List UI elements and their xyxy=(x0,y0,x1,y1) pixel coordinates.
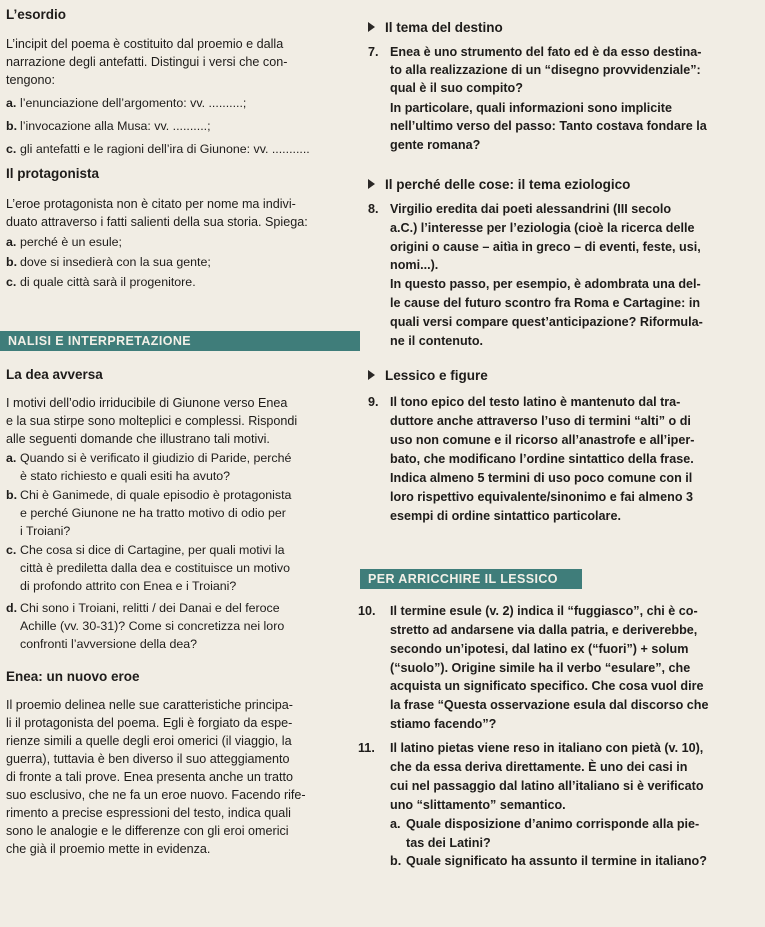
q8-number: 8. xyxy=(368,202,379,216)
dea-item-b-3: i Troiani? xyxy=(20,524,71,538)
q11-item-a-2: tas dei Latini? xyxy=(406,836,491,850)
triangle-bullet-icon xyxy=(368,22,375,32)
q10-line-3: secondo un’ipotesi, dal latino ex (“fuori”) + solum xyxy=(390,642,689,656)
q10-line-5: acquista un significato specifico. Che cosa vuol dire xyxy=(390,679,704,693)
q9-line-5: Indica almeno 5 termini di uso poco comune con il xyxy=(390,471,693,485)
dea-item-d-1 xyxy=(6,600,280,618)
item-text: dove si insedierà con la sua gente; xyxy=(20,255,211,269)
item-letter: a. xyxy=(6,235,17,249)
enea-line-4: guerra), tuttavia è ben diverso il suo atteggiamento xyxy=(6,752,290,766)
q7-line-1: Enea è uno strumento del fato ed è da esso destina- xyxy=(390,45,702,59)
dea-item-c-1 xyxy=(6,542,284,560)
dea-intro-2: e la sua stirpe sono molteplici e complessi. Rispondi xyxy=(6,414,298,428)
item-letter: d. xyxy=(6,601,18,615)
item-text: gli antefatti e le ragioni dell’ira di Giunone: vv. ........... xyxy=(20,142,310,156)
q9-line-2: duttore anche attraverso l’uso di termini “alti” o di xyxy=(390,414,691,428)
q9-line-1: Il tono epico del testo latino è mantenuto dal tra- xyxy=(390,395,681,409)
q8-line-8: ne il contenuto. xyxy=(390,334,484,348)
item-letter: b. xyxy=(6,488,18,502)
heading-dea: La dea avversa xyxy=(6,367,103,382)
dea-item-b-2: e perché Giunone ne ha tratto motivo di odio per xyxy=(20,506,286,520)
q7-number: 7. xyxy=(368,45,379,59)
protagonista-item-c xyxy=(6,274,196,292)
q10-line-1: Il termine esule (v. 2) indica il “fuggiasco”, chi è co- xyxy=(390,604,698,618)
q11-item-b-1 xyxy=(390,853,707,871)
esordio-item-b xyxy=(6,118,211,136)
q11-line-1: Il latino pietas viene reso in italiano con pietà (v. 10), xyxy=(390,741,704,755)
enea-line-1: Il proemio delinea nelle sue caratteristiche principa- xyxy=(6,698,294,712)
protagonista-intro-2: duato attraverso i fatti salienti della sua storia. Spiega: xyxy=(6,215,308,229)
dea-item-a-1 xyxy=(6,450,291,468)
q10-line-4: (“suolo”). Origine simile ha il verbo “esulare”, che xyxy=(390,661,691,675)
item-letter: b. xyxy=(6,119,18,133)
q9-line-4: bato, che modificano l’ordine sintattico della frase. xyxy=(390,452,694,466)
item-text: Che cosa si dice di Cartagine, per quali motivi la xyxy=(20,543,285,557)
q7-line-5: nell’ultimo verso del passo: Tanto costava fondare la xyxy=(390,119,707,133)
q7-line-6: gente romana? xyxy=(390,138,481,152)
q8-line-2: a.C.) l’interesse per l’eziologia (cioè la ricerca delle xyxy=(390,221,695,235)
dea-item-b-1 xyxy=(6,487,291,505)
q11-item-a-1 xyxy=(390,816,699,834)
item-letter: b. xyxy=(6,255,18,269)
esordio-intro-3: tengono: xyxy=(6,73,56,87)
q7-line-3: qual è il suo compito? xyxy=(390,81,523,95)
item-letter: a. xyxy=(390,817,401,831)
item-text: Quando si è verificato il giudizio di Paride, perché xyxy=(20,451,292,465)
heading-enea: Enea: un nuovo eroe xyxy=(6,669,140,684)
enea-line-6: suo esclusivo, che ne fa un eroe nuovo. Facendo rife- xyxy=(6,788,306,802)
item-text: Chi è Ganimede, di quale episodio è protagonista xyxy=(20,488,292,502)
q10-line-2: stretto ad andarsene via dalla patria, e deriverebbe, xyxy=(390,623,698,637)
heading-text: Il perché delle cose: il tema eziologico xyxy=(385,177,631,192)
heading-text: Lessico e figure xyxy=(385,368,488,383)
q9-number: 9. xyxy=(368,395,379,409)
heading-lessico xyxy=(368,367,488,384)
esordio-intro-2: narrazione degli antefatti. Distingui i versi che con- xyxy=(6,55,288,69)
q11-line-4: uno “slittamento” semantico. xyxy=(390,798,566,812)
banner-lessico: PER ARRICCHIRE IL LESSICO xyxy=(360,569,582,589)
q9-line-3: uso non comune e il ricorso all’anastrofe e all’iper- xyxy=(390,433,695,447)
q8-line-3: origini o cause – aitìa in greco – di eventi, feste, usi, xyxy=(390,240,701,254)
heading-protagonista: Il protagonista xyxy=(6,166,100,181)
item-text: Quale significato ha assunto il termine in italiano? xyxy=(406,854,707,868)
enea-line-8: sono le analogie e le differenze con gli eroi omerici xyxy=(6,824,289,838)
q11-number: 11. xyxy=(358,741,375,755)
q11-line-3: cui nel passaggio dal latino all’italiano si è verificato xyxy=(390,779,704,793)
item-text: l’invocazione alla Musa: vv. ..........; xyxy=(20,119,211,133)
enea-line-2: li il protagonista del poema. Egli è forgiato da espe- xyxy=(6,716,293,730)
heading-esordio: L’esordio xyxy=(6,7,67,22)
heading-text: Il tema del destino xyxy=(385,20,503,35)
dea-intro-3: alle seguenti domande che illustrano tali motivi. xyxy=(6,432,270,446)
protagonista-intro-1: L’eroe protagonista non è citato per nome ma indivi- xyxy=(6,197,296,211)
dea-item-c-3: di profondo attrito con Enea e i Troiani? xyxy=(20,579,237,593)
dea-item-c-2: città è prediletta dalla dea e costituisce un motivo xyxy=(20,561,290,575)
q10-line-7: stiamo facendo”? xyxy=(390,717,497,731)
enea-line-9: che già il proemio mette in evidenza. xyxy=(6,842,211,856)
q8-line-6: le cause del futuro scontro fra Roma e Cartagine: in xyxy=(390,296,701,310)
item-text: Quale disposizione d’animo corrisponde alla pie- xyxy=(406,817,700,831)
esordio-intro-1: L’incipit del poema è costituito dal proemio e dalla xyxy=(6,37,284,51)
item-letter: a. xyxy=(6,451,17,465)
q9-line-7: esempi di ordine sintattico particolare. xyxy=(390,509,621,523)
esordio-item-c xyxy=(6,141,310,159)
item-text: l’enunciazione dell’argomento: vv. ..........; xyxy=(20,96,247,110)
q7-line-2: to alla realizzazione di un “disegno provvidenziale”: xyxy=(390,63,701,77)
esordio-item-a xyxy=(6,95,246,113)
enea-line-7: rimento a precise espressioni del testo, indica quali xyxy=(6,806,291,820)
q8-line-1: Virgilio eredita dai poeti alessandrini (III secolo xyxy=(390,202,672,216)
item-text: perché è un esule; xyxy=(20,235,122,249)
q8-line-5: In questo passo, per esempio, è adombrata una del- xyxy=(390,277,701,291)
q7-line-4: In particolare, quali informazioni sono implicite xyxy=(390,101,673,115)
enea-line-3: rienze simili a quelle degli eroi omerici (il viaggio, la xyxy=(6,734,292,748)
item-text: di quale città sarà il progenitore. xyxy=(20,275,196,289)
item-text: Chi sono i Troiani, relitti / dei Danai e del feroce xyxy=(20,601,280,615)
q11-line-2: che da essa deriva direttamente. È uno dei casi in xyxy=(390,760,688,774)
q10-number: 10. xyxy=(358,604,376,618)
item-letter: b. xyxy=(390,854,402,868)
protagonista-item-b xyxy=(6,254,211,272)
dea-intro-1: I motivi dell’odio irriducibile di Giunone verso Enea xyxy=(6,396,288,410)
q9-line-6: loro rispettivo equivalente/sinonimo e fai almeno 3 xyxy=(390,490,694,504)
dea-item-a-2: è stato richiesto e quali esiti ha avuto? xyxy=(20,469,231,483)
protagonista-item-a xyxy=(6,234,122,252)
q8-line-4: nomi...). xyxy=(390,258,439,272)
triangle-bullet-icon xyxy=(368,370,375,380)
item-letter: c. xyxy=(6,142,17,156)
dea-item-d-2: Achille (vv. 30-31)? Come si concretizza nei loro xyxy=(20,619,285,633)
q10-line-6: la frase “Questa osservazione esula dal discorso che xyxy=(390,698,709,712)
item-letter: c. xyxy=(6,275,17,289)
item-letter: c. xyxy=(6,543,17,557)
banner-analisi: NALISI E INTERPRETAZIONE xyxy=(0,331,360,351)
enea-line-5: di fronte a tali prove. Enea presenta anche un tratto xyxy=(6,770,294,784)
heading-destino xyxy=(368,19,503,36)
dea-item-d-3: confronti l’avversione della dea? xyxy=(20,637,198,651)
triangle-bullet-icon xyxy=(368,179,375,189)
q8-line-7: quali versi compare quest’anticipazione? Riformula- xyxy=(390,315,703,329)
heading-eziologico xyxy=(368,176,630,193)
item-letter: a. xyxy=(6,96,17,110)
